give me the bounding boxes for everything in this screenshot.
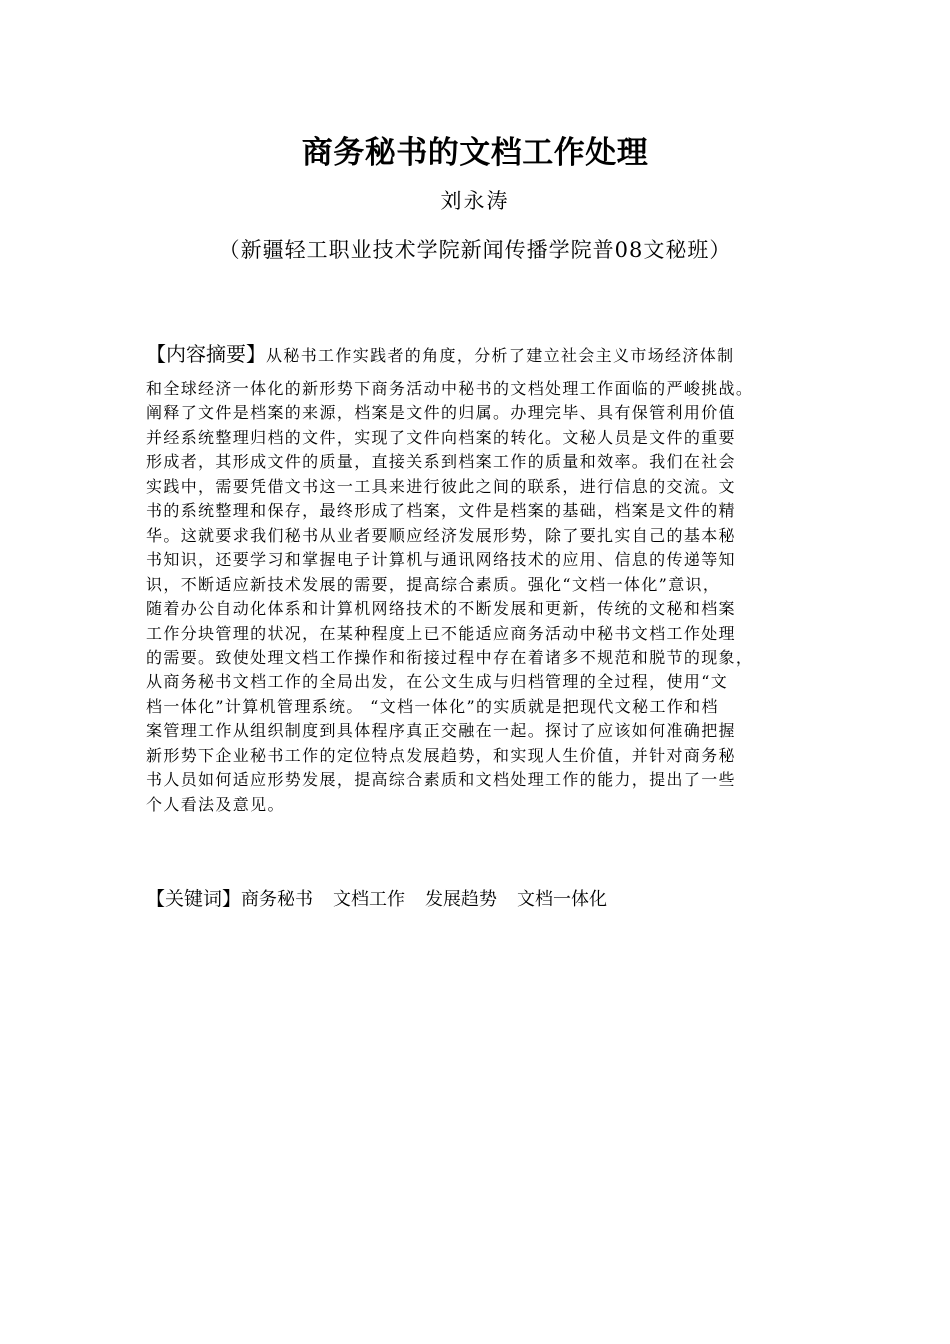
- keyword-item: 文档工作: [333, 889, 406, 910]
- abstract-line: 工作分块管理的状况，在某种程度上已不能适应商务活动中秘书文档工作处理: [146, 623, 736, 643]
- abstract-line: 识，不断适应新技术发展的需要，提高综合素质。强化“文档一体化”意识，: [146, 574, 721, 594]
- abstract-line: 书人员如何适应形势发展，提高综合素质和文档处理工作的能力，提出了一些: [146, 770, 736, 790]
- abstract-line: 形成者，其形成文件的质量，直接关系到档案工作的质量和效率。我们在社会: [146, 452, 736, 472]
- abstract-line: 新形势下企业秘书工作的定位特点发展趋势，和实现人生价值，并针对商务秘: [146, 745, 736, 765]
- abstract-line: 从商务秘书文档工作的全局出发，在公文生成与归档管理的全过程，使用“文: [146, 672, 729, 692]
- abstract-line: [146, 337, 818, 377]
- keyword-item: 商务秘书: [241, 889, 314, 910]
- abstract-line: 的需要。致使处理文档工作操作和衔接过程中存在着诸多不规范和脱节的现象，: [146, 647, 754, 667]
- keywords-section: [146, 884, 627, 915]
- author-affiliation: （新疆轻工职业技术学院新闻传播学院普08文秘班）: [218, 238, 732, 262]
- abstract-text: 从秘书工作实践者的角度，分析了建立社会主义市场经济体制: [266, 346, 735, 365]
- abstract-line: 案管理工作从组织制度到具体程序真正交融在一起。探讨了应该如何准确把握: [146, 721, 736, 741]
- author-name: 刘永涛: [440, 189, 510, 213]
- abstract-line: 和全球经济一体化的新形势下商务活动中秘书的文档处理工作面临的严峻挑战。: [146, 379, 754, 398]
- keywords-label: 【关键词】: [146, 888, 242, 910]
- abstract-line: 并经系统整理归档的文件，实现了文件向档案的转化。文秘人员是文件的重要: [146, 427, 736, 447]
- abstract-line: 书知识，还要学习和掌握电子计算机与通讯网络技术的应用、信息的传递等知: [146, 550, 736, 570]
- abstract-line: 阐释了文件是档案的来源，档案是文件的归属。办理完毕、具有保管利用价值: [146, 403, 736, 423]
- abstract-section: [146, 337, 818, 817]
- abstract-line: 个人看法及意见。: [146, 794, 285, 814]
- abstract-line: 书的系统整理和保存，最终形成了档案，文件是档案的基础，档案是文件的精: [146, 501, 736, 521]
- abstract-line: 档一体化”计算机管理系统。 “文档一体化”的实质就是把现代文秘工作和档: [146, 696, 719, 716]
- keyword-item: 发展趋势: [425, 889, 498, 910]
- document-title: 商务秘书的文档工作处理: [301, 135, 649, 171]
- keyword-item: 文档一体化: [517, 889, 608, 910]
- abstract-line: 实践中，需要凭借文书这一工具来进行彼此之间的联系，进行信息的交流。文: [146, 476, 736, 496]
- abstract-label: 【内容摘要】: [146, 342, 266, 366]
- abstract-line: 随着办公自动化体系和计算机网络技术的不断发展和更新，传统的文秘和档案: [146, 599, 736, 619]
- abstract-line: 华。这就要求我们秘书从业者要顺应经济发展形势，除了要扎实自己的基本秘: [146, 525, 736, 545]
